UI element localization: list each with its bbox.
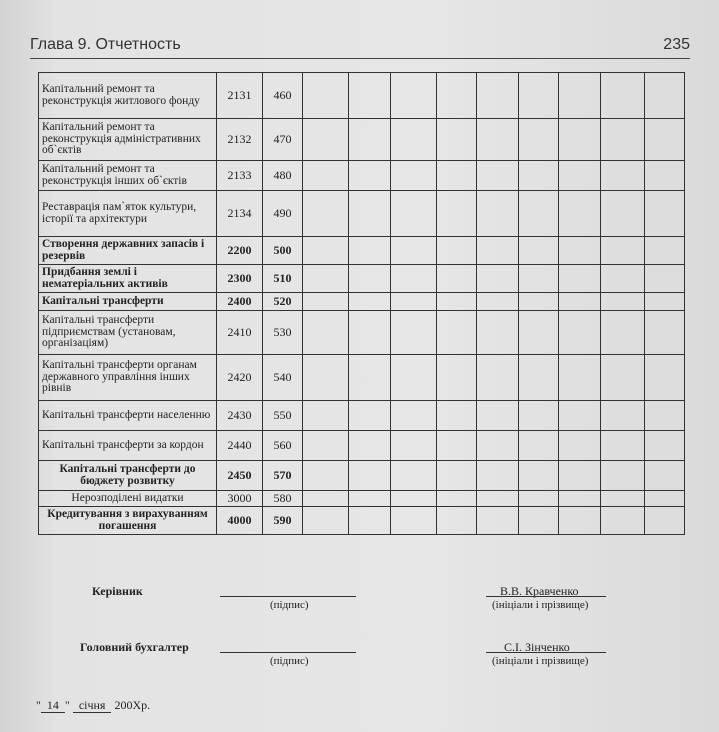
empty-value-cell bbox=[349, 191, 391, 237]
empty-value-cell bbox=[349, 119, 391, 161]
row-line-code-cell: 460 bbox=[263, 73, 303, 119]
empty-value-cell bbox=[303, 507, 349, 535]
row-line-code-cell: 490 bbox=[263, 191, 303, 237]
empty-value-cell bbox=[519, 431, 559, 461]
empty-value-cell bbox=[519, 293, 559, 311]
empty-value-cell bbox=[349, 311, 391, 355]
empty-value-cell bbox=[559, 355, 601, 401]
empty-value-cell bbox=[559, 73, 601, 119]
empty-value-cell bbox=[303, 311, 349, 355]
empty-value-cell bbox=[391, 401, 437, 431]
empty-value-cell bbox=[437, 431, 477, 461]
empty-value-cell bbox=[645, 491, 685, 507]
empty-value-cell bbox=[559, 431, 601, 461]
page-header bbox=[30, 36, 690, 59]
empty-value-cell bbox=[559, 491, 601, 507]
empty-value-cell bbox=[601, 311, 645, 355]
row-name-cell: Нерозподілені видатки bbox=[39, 491, 217, 507]
head-name-caption: (ініціали і прізвище) bbox=[492, 599, 589, 611]
row-kekv-cell: 2300 bbox=[217, 265, 263, 293]
empty-value-cell bbox=[645, 119, 685, 161]
row-kekv-cell: 2420 bbox=[217, 355, 263, 401]
empty-value-cell bbox=[437, 491, 477, 507]
accountant-label: Головний бухгалтер bbox=[80, 640, 189, 654]
empty-value-cell bbox=[519, 491, 559, 507]
empty-value-cell bbox=[645, 311, 685, 355]
empty-value-cell bbox=[391, 293, 437, 311]
empty-value-cell bbox=[601, 119, 645, 161]
empty-value-cell bbox=[559, 311, 601, 355]
empty-value-cell bbox=[645, 431, 685, 461]
empty-value-cell bbox=[559, 119, 601, 161]
empty-value-cell bbox=[437, 73, 477, 119]
row-kekv-cell: 2410 bbox=[217, 311, 263, 355]
empty-value-cell bbox=[391, 191, 437, 237]
empty-value-cell bbox=[349, 73, 391, 119]
table-row bbox=[39, 119, 685, 161]
empty-value-cell bbox=[349, 401, 391, 431]
empty-value-cell bbox=[559, 161, 601, 191]
empty-value-cell bbox=[519, 355, 559, 401]
empty-value-cell bbox=[645, 355, 685, 401]
accountant-signature-caption: (підпис) bbox=[270, 655, 309, 667]
row-kekv-cell: 2132 bbox=[217, 119, 263, 161]
empty-value-cell bbox=[303, 73, 349, 119]
empty-value-cell bbox=[349, 461, 391, 491]
row-name-cell: Придбання землі і нематеріальних активів bbox=[39, 265, 217, 293]
empty-value-cell bbox=[519, 311, 559, 355]
empty-value-cell bbox=[477, 355, 519, 401]
empty-value-cell bbox=[349, 237, 391, 265]
table-row bbox=[39, 161, 685, 191]
row-line-code-cell: 470 bbox=[263, 119, 303, 161]
table-row bbox=[39, 507, 685, 535]
head-signature-caption: (підпис) bbox=[270, 599, 309, 611]
accountant-name: С.І. Зінченко bbox=[504, 640, 570, 654]
date-month: січня bbox=[73, 698, 112, 713]
table-row bbox=[39, 293, 685, 311]
row-name-cell: Капітальні трансферти за кордон bbox=[39, 431, 217, 461]
table-row bbox=[39, 191, 685, 237]
empty-value-cell bbox=[391, 491, 437, 507]
empty-value-cell bbox=[303, 119, 349, 161]
empty-value-cell bbox=[391, 507, 437, 535]
empty-value-cell bbox=[645, 507, 685, 535]
empty-value-cell bbox=[601, 355, 645, 401]
empty-value-cell bbox=[437, 311, 477, 355]
empty-value-cell bbox=[559, 237, 601, 265]
accountant-name-line bbox=[486, 652, 606, 653]
empty-value-cell bbox=[645, 461, 685, 491]
empty-value-cell bbox=[477, 161, 519, 191]
empty-value-cell bbox=[303, 161, 349, 191]
row-name-cell: Капітальні трансферти до бюджету розвитку bbox=[39, 461, 217, 491]
row-kekv-cell: 4000 bbox=[217, 507, 263, 535]
empty-value-cell bbox=[601, 401, 645, 431]
empty-value-cell bbox=[477, 191, 519, 237]
row-line-code-cell: 480 bbox=[263, 161, 303, 191]
row-line-code-cell: 500 bbox=[263, 237, 303, 265]
row-name-cell: Капітальний ремонт та реконструкція інших об`єктів bbox=[39, 161, 217, 191]
empty-value-cell bbox=[519, 119, 559, 161]
head-label: Керівник bbox=[92, 584, 143, 598]
row-line-code-cell: 590 bbox=[263, 507, 303, 535]
empty-value-cell bbox=[477, 507, 519, 535]
empty-value-cell bbox=[519, 161, 559, 191]
empty-value-cell bbox=[391, 237, 437, 265]
empty-value-cell bbox=[601, 161, 645, 191]
empty-value-cell bbox=[303, 461, 349, 491]
empty-value-cell bbox=[303, 237, 349, 265]
empty-value-cell bbox=[477, 265, 519, 293]
empty-value-cell bbox=[519, 73, 559, 119]
row-name-cell: Капітальний ремонт та реконструкція адміністративних об`єктів bbox=[39, 119, 217, 161]
row-line-code-cell: 520 bbox=[263, 293, 303, 311]
empty-value-cell bbox=[601, 491, 645, 507]
empty-value-cell bbox=[477, 237, 519, 265]
accountant-name-caption: (ініціали і прізвище) bbox=[492, 655, 589, 667]
empty-value-cell bbox=[437, 293, 477, 311]
empty-value-cell bbox=[559, 401, 601, 431]
empty-value-cell bbox=[349, 491, 391, 507]
report-date bbox=[36, 698, 150, 713]
empty-value-cell bbox=[391, 265, 437, 293]
table-row bbox=[39, 401, 685, 431]
row-kekv-cell: 2450 bbox=[217, 461, 263, 491]
head-name-line bbox=[486, 596, 606, 597]
row-name-cell: Капітальні трансферти населенню bbox=[39, 401, 217, 431]
empty-value-cell bbox=[437, 119, 477, 161]
accountant-signature-line bbox=[220, 652, 356, 653]
empty-value-cell bbox=[437, 161, 477, 191]
row-kekv-cell: 2131 bbox=[217, 73, 263, 119]
head-signature-line bbox=[220, 596, 356, 597]
empty-value-cell bbox=[477, 119, 519, 161]
empty-value-cell bbox=[437, 507, 477, 535]
empty-value-cell bbox=[519, 461, 559, 491]
empty-value-cell bbox=[349, 507, 391, 535]
head-name: В.В. Кравченко bbox=[500, 584, 579, 598]
empty-value-cell bbox=[559, 293, 601, 311]
row-line-code-cell: 580 bbox=[263, 491, 303, 507]
date-year: 200Хр. bbox=[114, 698, 151, 712]
empty-value-cell bbox=[601, 191, 645, 237]
empty-value-cell bbox=[645, 73, 685, 119]
date-open-quote: " bbox=[36, 698, 41, 712]
empty-value-cell bbox=[601, 431, 645, 461]
empty-value-cell bbox=[437, 237, 477, 265]
row-name-cell: Реставрація пам`яток культури, історії та архітектури bbox=[39, 191, 217, 237]
empty-value-cell bbox=[477, 431, 519, 461]
empty-value-cell bbox=[645, 265, 685, 293]
date-close-quote: " bbox=[64, 698, 70, 712]
empty-value-cell bbox=[601, 293, 645, 311]
row-kekv-cell: 3000 bbox=[217, 491, 263, 507]
empty-value-cell bbox=[349, 293, 391, 311]
empty-value-cell bbox=[303, 401, 349, 431]
empty-value-cell bbox=[349, 431, 391, 461]
row-name-cell: Капітальний ремонт та реконструкція житлового фонду bbox=[39, 73, 217, 119]
empty-value-cell bbox=[303, 355, 349, 401]
empty-value-cell bbox=[303, 431, 349, 461]
empty-value-cell bbox=[477, 311, 519, 355]
table-row bbox=[39, 311, 685, 355]
empty-value-cell bbox=[559, 191, 601, 237]
empty-value-cell bbox=[477, 491, 519, 507]
empty-value-cell bbox=[391, 161, 437, 191]
empty-value-cell bbox=[349, 355, 391, 401]
empty-value-cell bbox=[477, 401, 519, 431]
empty-value-cell bbox=[303, 491, 349, 507]
empty-value-cell bbox=[437, 401, 477, 431]
chapter-title: Глава 9. Отчетность bbox=[30, 36, 181, 53]
budget-table bbox=[38, 72, 685, 535]
empty-value-cell bbox=[519, 265, 559, 293]
empty-value-cell bbox=[391, 73, 437, 119]
row-line-code-cell: 530 bbox=[263, 311, 303, 355]
table-row bbox=[39, 491, 685, 507]
empty-value-cell bbox=[477, 461, 519, 491]
empty-value-cell bbox=[519, 191, 559, 237]
row-kekv-cell: 2440 bbox=[217, 431, 263, 461]
empty-value-cell bbox=[519, 507, 559, 535]
table-row bbox=[39, 73, 685, 119]
table-row bbox=[39, 355, 685, 401]
table-row bbox=[39, 265, 685, 293]
row-name-cell: Створення державних запасів і резервів bbox=[39, 237, 217, 265]
row-kekv-cell: 2133 bbox=[217, 161, 263, 191]
row-name-cell: Кредитування з вирахуванням погашення bbox=[39, 507, 217, 535]
empty-value-cell bbox=[303, 265, 349, 293]
empty-value-cell bbox=[391, 355, 437, 401]
row-line-code-cell: 570 bbox=[263, 461, 303, 491]
row-line-code-cell: 550 bbox=[263, 401, 303, 431]
row-kekv-cell: 2400 bbox=[217, 293, 263, 311]
row-line-code-cell: 540 bbox=[263, 355, 303, 401]
empty-value-cell bbox=[645, 191, 685, 237]
empty-value-cell bbox=[645, 293, 685, 311]
empty-value-cell bbox=[477, 73, 519, 119]
empty-value-cell bbox=[601, 265, 645, 293]
empty-value-cell bbox=[437, 265, 477, 293]
empty-value-cell bbox=[601, 461, 645, 491]
empty-value-cell bbox=[349, 161, 391, 191]
row-line-code-cell: 560 bbox=[263, 431, 303, 461]
empty-value-cell bbox=[349, 265, 391, 293]
table-row bbox=[39, 237, 685, 265]
table-row bbox=[39, 461, 685, 491]
row-kekv-cell: 2430 bbox=[217, 401, 263, 431]
empty-value-cell bbox=[391, 311, 437, 355]
table-row bbox=[39, 431, 685, 461]
empty-value-cell bbox=[519, 401, 559, 431]
empty-value-cell bbox=[559, 265, 601, 293]
empty-value-cell bbox=[391, 119, 437, 161]
empty-value-cell bbox=[601, 237, 645, 265]
empty-value-cell bbox=[437, 461, 477, 491]
empty-value-cell bbox=[303, 191, 349, 237]
empty-value-cell bbox=[601, 507, 645, 535]
row-name-cell: Капітальні трансферти органам державного управління інших рівнів bbox=[39, 355, 217, 401]
empty-value-cell bbox=[303, 293, 349, 311]
empty-value-cell bbox=[477, 293, 519, 311]
row-name-cell: Капітальні трансферти підприємствам (установам, організаціям) bbox=[39, 311, 217, 355]
empty-value-cell bbox=[601, 73, 645, 119]
row-line-code-cell: 510 bbox=[263, 265, 303, 293]
empty-value-cell bbox=[645, 161, 685, 191]
empty-value-cell bbox=[437, 355, 477, 401]
empty-value-cell bbox=[559, 507, 601, 535]
empty-value-cell bbox=[645, 237, 685, 265]
empty-value-cell bbox=[559, 461, 601, 491]
row-kekv-cell: 2134 bbox=[217, 191, 263, 237]
date-day: 14 bbox=[41, 698, 65, 713]
row-kekv-cell: 2200 bbox=[217, 237, 263, 265]
empty-value-cell bbox=[437, 191, 477, 237]
empty-value-cell bbox=[391, 431, 437, 461]
empty-value-cell bbox=[519, 237, 559, 265]
empty-value-cell bbox=[391, 461, 437, 491]
page-number: 235 bbox=[663, 36, 690, 53]
row-name-cell: Капітальні трансферти bbox=[39, 293, 217, 311]
empty-value-cell bbox=[645, 401, 685, 431]
